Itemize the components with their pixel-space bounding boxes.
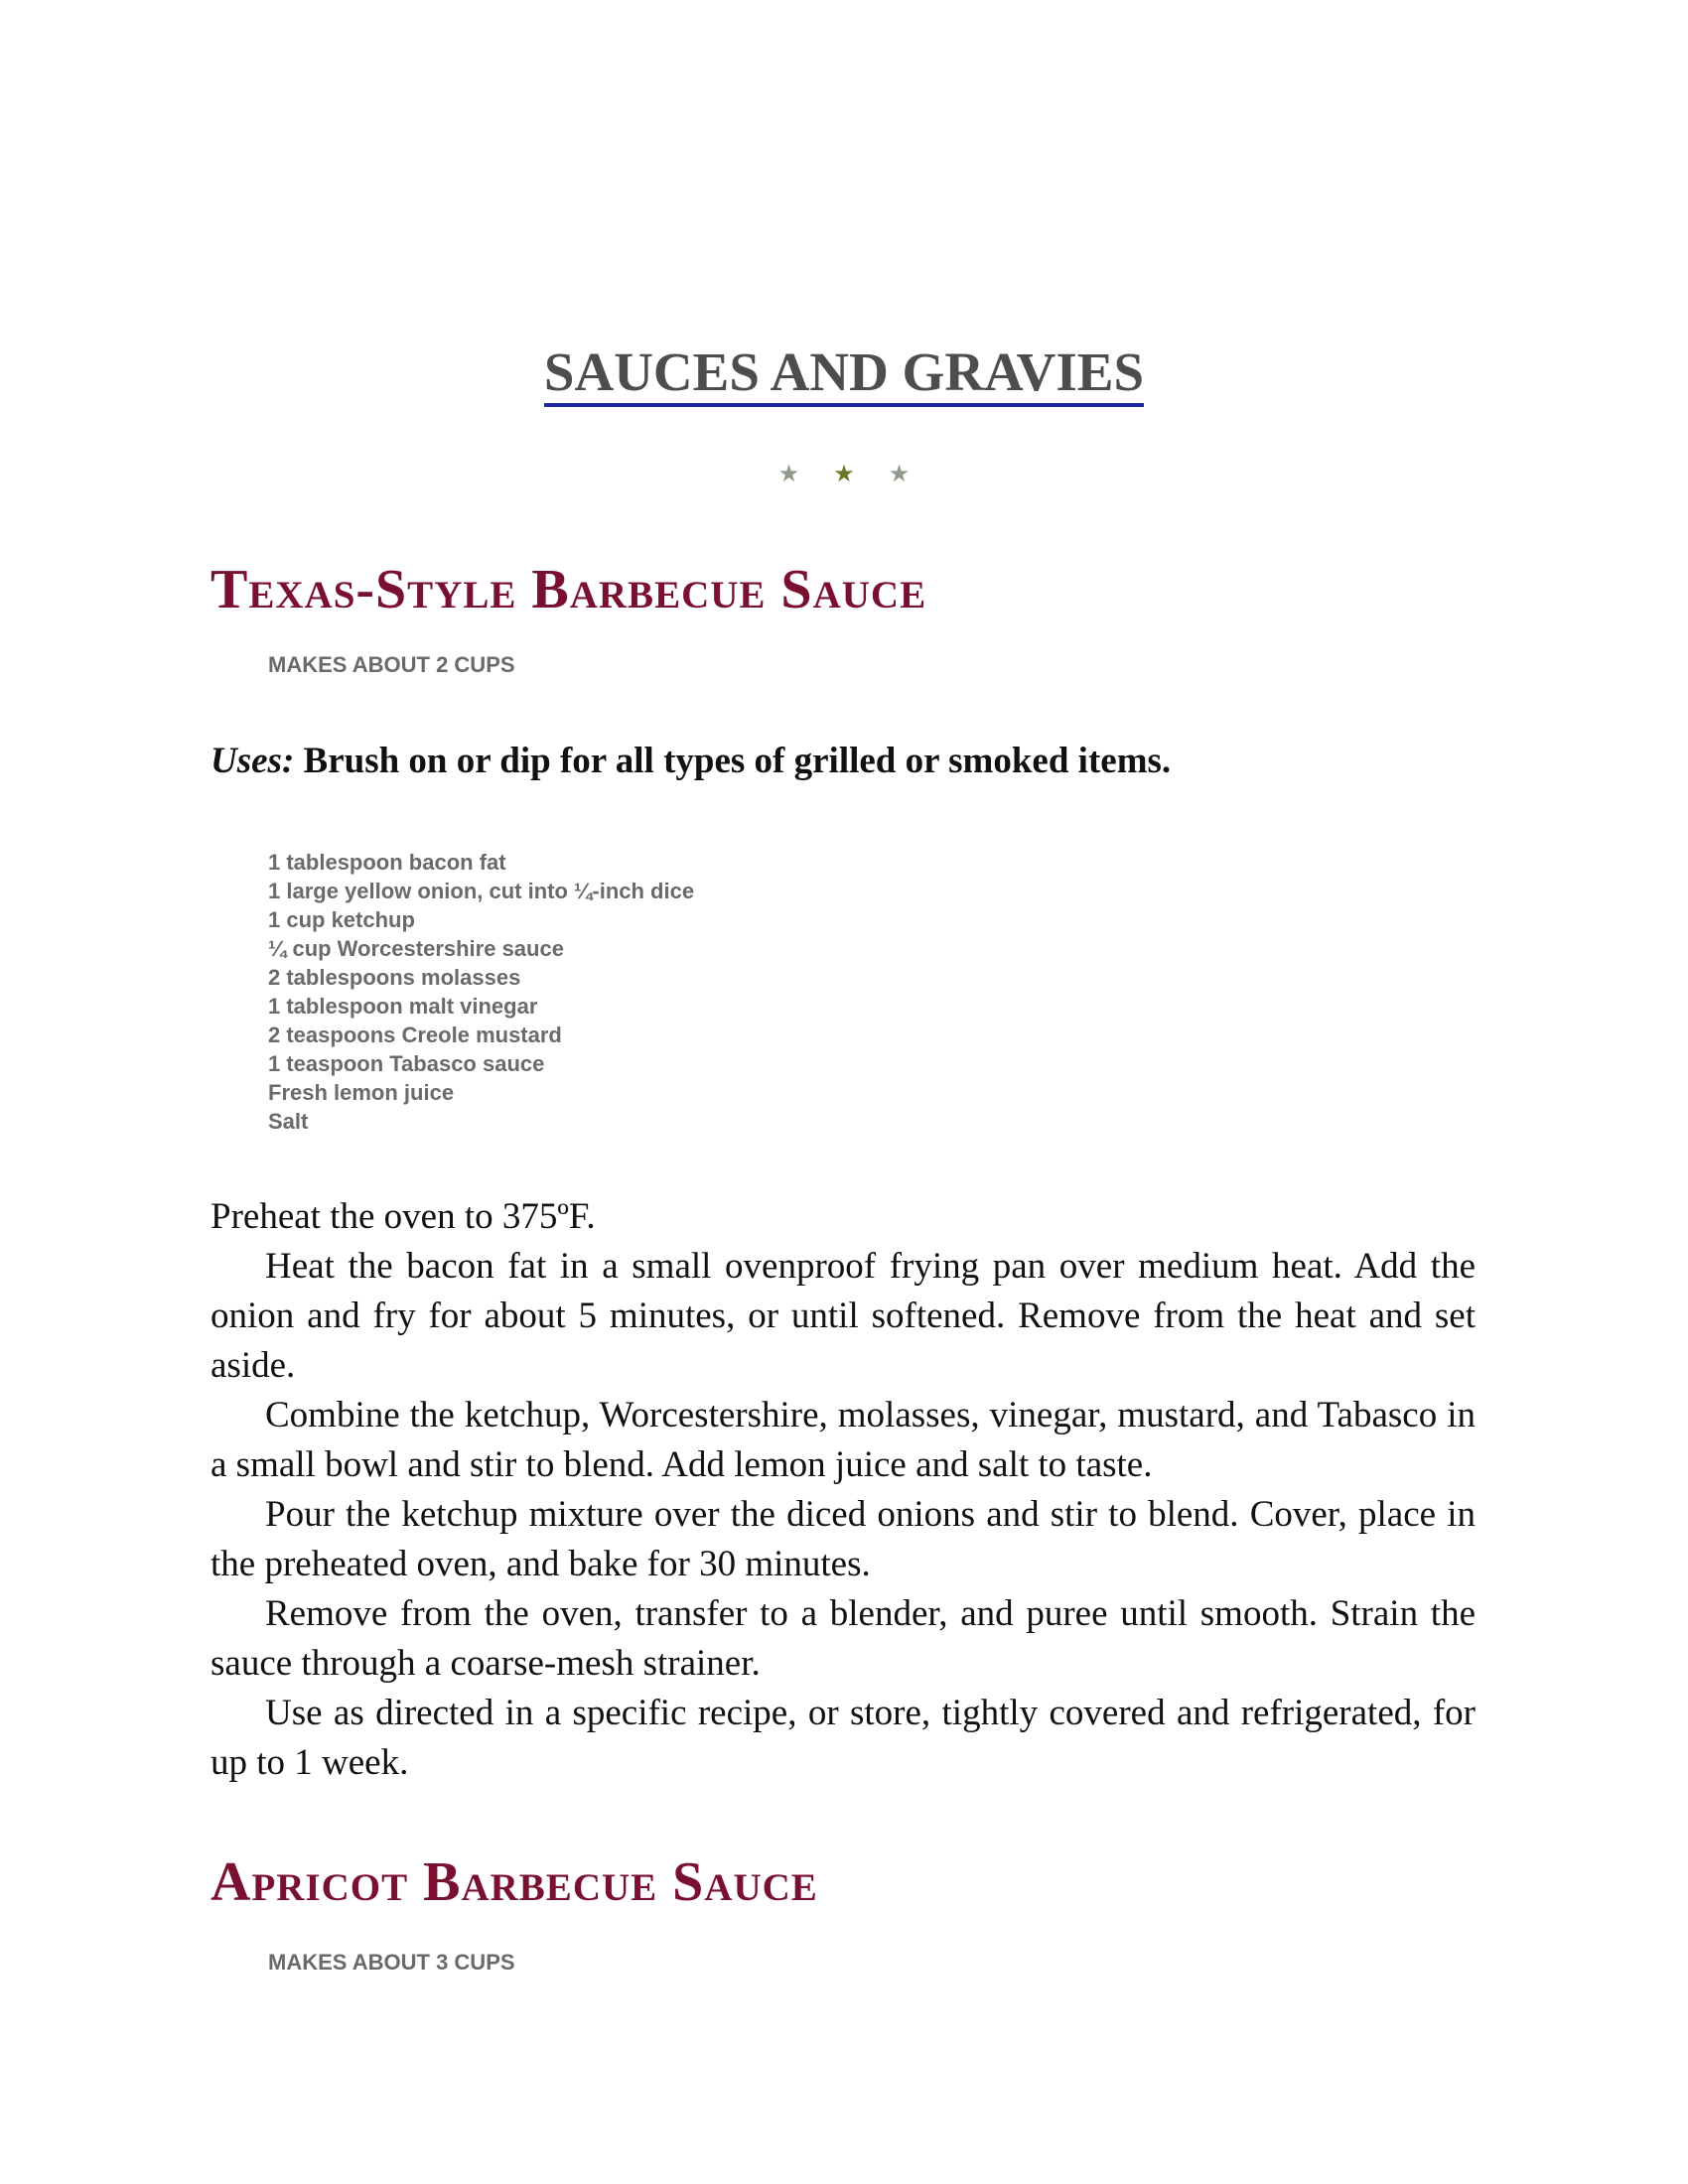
method-steps [211, 1192, 1476, 1788]
method-step: Remove from the oven, transfer to a blender, and puree until smooth. Strain the sauce through a coarse-mesh strainer. [211, 1593, 1476, 1684]
uses-label: Uses: [211, 741, 295, 781]
recipe-uses [211, 743, 1171, 779]
ingredient-item: 2 teaspoons Creole mustard [268, 1023, 562, 1047]
uses-text: Brush on or dip for all types of grilled or smoked items. [303, 741, 1172, 781]
method-step: Preheat the oven to 375ºF. [211, 1196, 596, 1237]
ingredient-list [268, 848, 694, 1136]
method-step: Combine the ketchup, Worcestershire, molasses, vinegar, mustard, and Tabasco in a small bowl and stir to blend. Add lemon juice and salt to taste. [211, 1395, 1476, 1485]
recipe-title: Texas-Style Barbecue Sauce [211, 559, 927, 620]
ingredient-item: 2 tablespoons molasses [268, 965, 521, 990]
ingredient-item: 1 teaspoon Tabasco sauce [268, 1051, 545, 1076]
method-step: Heat the bacon fat in a small ovenproof frying pan over medium heat. Add the onion and fry for about 5 minutes, or until softened. Remove from the heat and set aside. [211, 1246, 1476, 1386]
ingredient-item: 1 tablespoon bacon fat [268, 850, 506, 875]
recipe-yield: MAKES ABOUT 3 CUPS [268, 1950, 515, 1975]
method-step: Pour the ketchup mixture over the diced onions and stir to blend. Cover, place in the preheated oven, and bake for 30 minutes. [211, 1494, 1476, 1584]
chapter-title [0, 341, 1688, 407]
star-icon: ★ [833, 462, 855, 487]
ingredient-item: ¼ cup Worcestershire sauce [268, 936, 564, 961]
recipe-yield: MAKES ABOUT 2 CUPS [268, 652, 515, 677]
ingredient-item: 1 tablespoon malt vinegar [268, 994, 538, 1019]
method-step: Use as directed in a specific recipe, or store, tightly covered and refrigerated, for up to 1 week. [211, 1693, 1476, 1783]
star-icon: ★ [777, 462, 800, 487]
chapter-title-text: SAUCES AND GRAVIES [544, 344, 1144, 407]
recipe-title: Apricot Barbecue Sauce [211, 1851, 818, 1913]
ingredient-item: 1 cup ketchup [268, 907, 415, 932]
ingredient-item: Salt [268, 1109, 309, 1134]
ingredient-item: 1 large yellow onion, cut into ¼-inch dice [268, 879, 695, 903]
star-icon: ★ [888, 462, 911, 487]
ingredient-item: Fresh lemon juice [268, 1080, 455, 1105]
star-ornament [0, 460, 1688, 489]
